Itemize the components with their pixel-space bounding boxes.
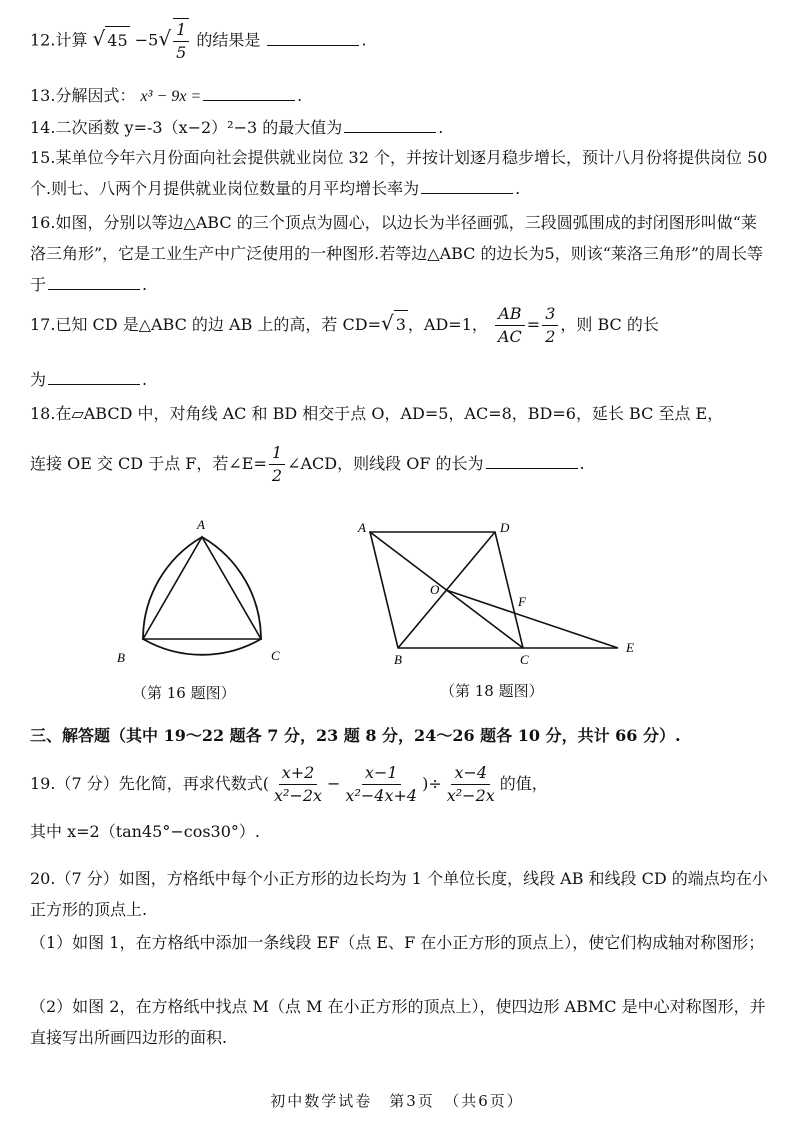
label-o: O	[430, 582, 440, 597]
q19-prefix: 19.（7 分）先化简，再求代数式	[30, 774, 263, 793]
q17-part2: ，AD=1，	[407, 315, 488, 334]
label-c: C	[271, 648, 280, 663]
label-a: A	[197, 517, 205, 532]
q15-text: 15.某单位今年六月份面向社会提供就业岗位 32 个，并按计划逐月稳步增长，预计八月份将提供岗位 50 个.则七、八两个月提供就业岗位数量的月平均增长率为	[30, 148, 768, 198]
question-12: 12.计算 √ 45 −5√ $\frac{1}{5}$ 的结果是 .	[30, 20, 367, 62]
q18-answer-blank[interactable]	[486, 452, 578, 469]
question-15: 15.某单位今年六月份面向社会提供就业岗位 32 个，并按计划逐月稳步增长，预计八月份将提供岗位 50 个.则七、八两个月提供就业岗位数量的月平均增长率为 .	[30, 148, 768, 198]
q14-text: 14.二次函数 y=-3（x−2）²−3 的最大值为	[30, 118, 343, 137]
label-a: A	[358, 520, 366, 535]
q19-frac-2: $\frac{x-1}{\text{x²−4x+4}}$	[345, 763, 418, 805]
q12-suffix: 的结果是	[196, 30, 261, 50]
q19-frac-1: $\frac{x+2}{\text{x²−2x}}$	[273, 763, 323, 805]
page-footer: 初中数学试卷 第3页 （共6页）	[270, 1092, 524, 1110]
label-d: D	[500, 520, 510, 535]
q18-frac: $\frac{1}{2}$	[269, 442, 285, 487]
label-e: E	[626, 640, 634, 655]
label-c: C	[520, 652, 529, 667]
question-17: 17.已知 CD 是△ABC 的边 AB 上的高，若 CD=√ 3 ，AD=1， $\frac{AB}{AC}$ = $\frac{3}{2}$ ，则 BC 的长	[30, 304, 659, 346]
q19-suffix: 的值，	[499, 774, 548, 793]
q19-frac-3: $\frac{x-4}{\text{x²−2x}}$	[446, 763, 495, 805]
label-f: F	[518, 594, 526, 609]
q17-frac-value: $\frac{3}{2}$	[542, 303, 558, 348]
triangle-abc	[143, 537, 261, 639]
q12-prefix: 12.计算	[30, 30, 88, 50]
q16-text: 16.如图，分别以等边△ABC 的三个顶点为圆心，以边长为半径画弧，三段圆弧围成的封闭图形叫做“莱洛三角形”，它是工业生产中广泛使用的一种图形.若等边△ABC 的边长为5，则该“莱洛三角形”的周长等于	[30, 213, 764, 294]
q14-answer-blank[interactable]	[344, 116, 436, 133]
q17-part3: ，则 BC 的长	[560, 315, 659, 334]
question-16: 16.如图，分别以等边△ABC 的三个顶点为圆心，以边长为半径画弧，三段圆弧围成的封闭图形叫做“莱洛三角形”，它是工业生产中广泛使用的一种图形.若等边△ABC 的边长为5，则该“莱洛三角形”的周长等于 .	[30, 213, 764, 294]
question-17-line2: 为 .	[30, 370, 148, 389]
q20-intro: 20.（7 分）如图，方格纸中每个小正方形的边长均为 1 个单位长度，线段 AB 和线段 CD 的端点均在小正方形的顶点上.	[30, 869, 768, 919]
figure-18-caption: （第 18 题图）	[440, 682, 544, 700]
q17-part1: 17.已知 CD 是△ABC 的边 AB 上的高，若 CD=	[30, 315, 381, 334]
q16-answer-blank[interactable]	[48, 273, 140, 290]
question-14: 14.二次函数 y=-3（x−2）²−3 的最大值为 .	[30, 118, 444, 137]
question-19: 19.（7 分）先化简，再求代数式( $\frac{x+2}{\text{x²−2x}}$ − $\frac{x-1}{\text{x²−4x+4}}$ )÷ $\frac{x-4}{\text{x²−2x}}$ 的值，	[30, 763, 548, 805]
question-18-line2: 连接 OE 交 CD 于点 F，若∠E= $\frac{1}{2}$ ∠ACD，则线段 OF 的长为 .	[30, 443, 585, 485]
question-18	[30, 400, 770, 428]
q17-sqrt3: 3	[394, 310, 408, 339]
q18-line1: 18.在▱ABCD 中，对角线 AC 和 BD 相交于点 O，AD=5，AC=8，BD=6，延长 BC 至点 E，	[30, 404, 724, 423]
q17-line2: 为	[30, 370, 47, 389]
q18-line2a: 连接 OE 交 CD 于点 F，若∠E=	[30, 454, 267, 473]
figure-16-caption: （第 16 题图）	[132, 684, 236, 702]
q13-answer-blank[interactable]	[203, 84, 295, 101]
label-b: B	[117, 650, 125, 665]
q13-expr: x³ − 9x =	[140, 88, 202, 105]
q20-part-2: （2）如图 2，在方格纸中找点 M（点 M 在小正方形的顶点上），使四边形 ABMC 是中心对称图形，并直接写出所画四边形的面积.	[30, 997, 766, 1047]
q17-answer-blank[interactable]	[48, 368, 140, 385]
q12-sqrt45: 45	[105, 26, 129, 55]
q13-prefix: 13.分解因式：	[30, 86, 136, 105]
question-13: 13.分解因式： x³ − 9x = .	[30, 86, 303, 105]
q17-frac-ratio: $\frac{AB}{AC}$	[495, 303, 525, 348]
reuleaux-arcs	[143, 537, 261, 655]
q12-frac: $\frac{1}{5}$	[173, 18, 189, 64]
q18-line2b: ∠ACD，则线段 OF 的长为	[287, 454, 484, 473]
q20-part-1: （1）如图 1，在方格纸中添加一条线段 EF（点 E、F 在小正方形的顶点上），使它们构成轴对称图形；	[30, 933, 765, 952]
q19-condition: 其中 x=2（tan45°−cos30°）.	[30, 822, 260, 841]
q12-coef: −5	[134, 30, 159, 50]
segment-oe	[446, 590, 618, 648]
section-3-heading: 三、解答题（其中 19～22 题各 7 分，23 题 8 分，24～26 题各 10 分，共计 66 分）.	[30, 726, 681, 745]
figure-18	[350, 512, 650, 672]
figure-16	[105, 515, 305, 675]
label-b: B	[394, 652, 402, 667]
q15-answer-blank[interactable]	[421, 177, 513, 194]
q12-answer-blank[interactable]	[267, 29, 359, 46]
